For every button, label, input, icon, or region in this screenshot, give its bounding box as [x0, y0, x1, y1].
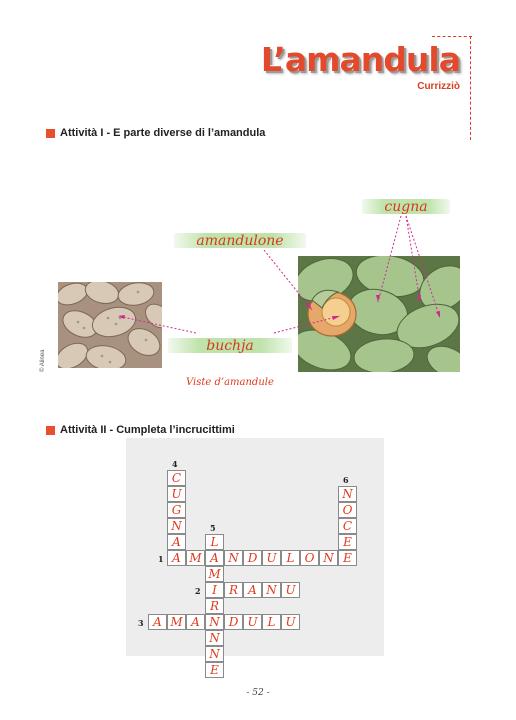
- crossword-cell[interactable]: M: [167, 614, 186, 630]
- bullet-square-icon: [46, 129, 55, 138]
- crossword-cell[interactable]: G: [167, 502, 186, 518]
- crossword-cell[interactable]: L: [262, 614, 281, 630]
- label-amandulone-text: amandulone: [196, 232, 284, 249]
- crossword-cell[interactable]: N: [205, 630, 224, 646]
- photo-credit: © Alinea: [40, 349, 46, 372]
- crossword-cell[interactable]: R: [224, 582, 243, 598]
- crossword-grid: [126, 438, 384, 677]
- activity2-heading-text: Attività II - Cumpleta l’incrucittimi: [60, 424, 235, 436]
- crossword-cell[interactable]: N: [224, 550, 243, 566]
- crossword-cell[interactable]: C: [167, 470, 186, 486]
- page-subtitle: Currizziò: [417, 81, 460, 92]
- crossword-cell[interactable]: A: [243, 582, 262, 598]
- page-number: - 52 -: [246, 688, 270, 698]
- crossword-cell[interactable]: E: [338, 550, 357, 566]
- clue-number: 5: [210, 523, 216, 533]
- crossword-cell[interactable]: N: [205, 646, 224, 662]
- crossword-cell[interactable]: N: [167, 518, 186, 534]
- clue-number: 6: [343, 475, 349, 485]
- clue-number: 1: [158, 554, 164, 564]
- label-cugna: [362, 199, 450, 214]
- crossword-cell[interactable]: U: [281, 614, 300, 630]
- crossword-cell[interactable]: D: [243, 550, 262, 566]
- activity2-heading: [46, 424, 235, 436]
- crossword-cell[interactable]: E: [205, 662, 224, 678]
- crossword-cell[interactable]: O: [300, 550, 319, 566]
- crossword-cell[interactable]: A: [167, 534, 186, 550]
- label-buchja: [168, 338, 292, 353]
- label-amandulone: [174, 233, 306, 248]
- title-frame-top: [432, 36, 472, 37]
- almonds-photo: [58, 282, 162, 368]
- activity1-heading: [46, 127, 265, 139]
- crossword-cell[interactable]: N: [205, 614, 224, 630]
- crossword-cell[interactable]: L: [205, 534, 224, 550]
- clue-number: 3: [138, 618, 144, 628]
- crossword-cell[interactable]: U: [167, 486, 186, 502]
- crossword-cell[interactable]: U: [281, 582, 300, 598]
- crossword-cell[interactable]: M: [186, 550, 205, 566]
- crossword-cell[interactable]: U: [262, 550, 281, 566]
- almonds-illustration: [58, 282, 162, 368]
- label-cugna-text: cugna: [384, 198, 428, 215]
- crossword-cell[interactable]: L: [281, 550, 300, 566]
- figure-caption: Viste d’amandule: [186, 377, 274, 388]
- clue-number: 2: [195, 586, 201, 596]
- crossword-cell[interactable]: A: [148, 614, 167, 630]
- green-almonds-photo: [298, 256, 460, 372]
- green-almonds-illustration: [298, 256, 460, 372]
- crossword-cell[interactable]: N: [319, 550, 338, 566]
- clue-number: 4: [172, 459, 178, 469]
- crossword-cell[interactable]: N: [338, 486, 357, 502]
- crossword-cell[interactable]: R: [205, 598, 224, 614]
- crossword-cell[interactable]: M: [205, 566, 224, 582]
- crossword-cell[interactable]: U: [243, 614, 262, 630]
- crossword-cell[interactable]: O: [338, 502, 357, 518]
- crossword-cell[interactable]: A: [205, 550, 224, 566]
- crossword-cell[interactable]: I: [205, 582, 224, 598]
- crossword-cell[interactable]: A: [167, 550, 186, 566]
- crossword-cell[interactable]: A: [186, 614, 205, 630]
- activity1-heading-text: Attività I - E parte diverse di l’amandula: [60, 127, 266, 139]
- label-buchja-text: buchja: [206, 337, 254, 354]
- page-title: L’amandula: [260, 40, 460, 79]
- title-frame-side: [470, 36, 471, 140]
- crossword-cell[interactable]: E: [338, 534, 357, 550]
- crossword-cell[interactable]: D: [224, 614, 243, 630]
- crossword-cell[interactable]: C: [338, 518, 357, 534]
- crossword-cell[interactable]: N: [262, 582, 281, 598]
- bullet-square-icon: [46, 426, 55, 435]
